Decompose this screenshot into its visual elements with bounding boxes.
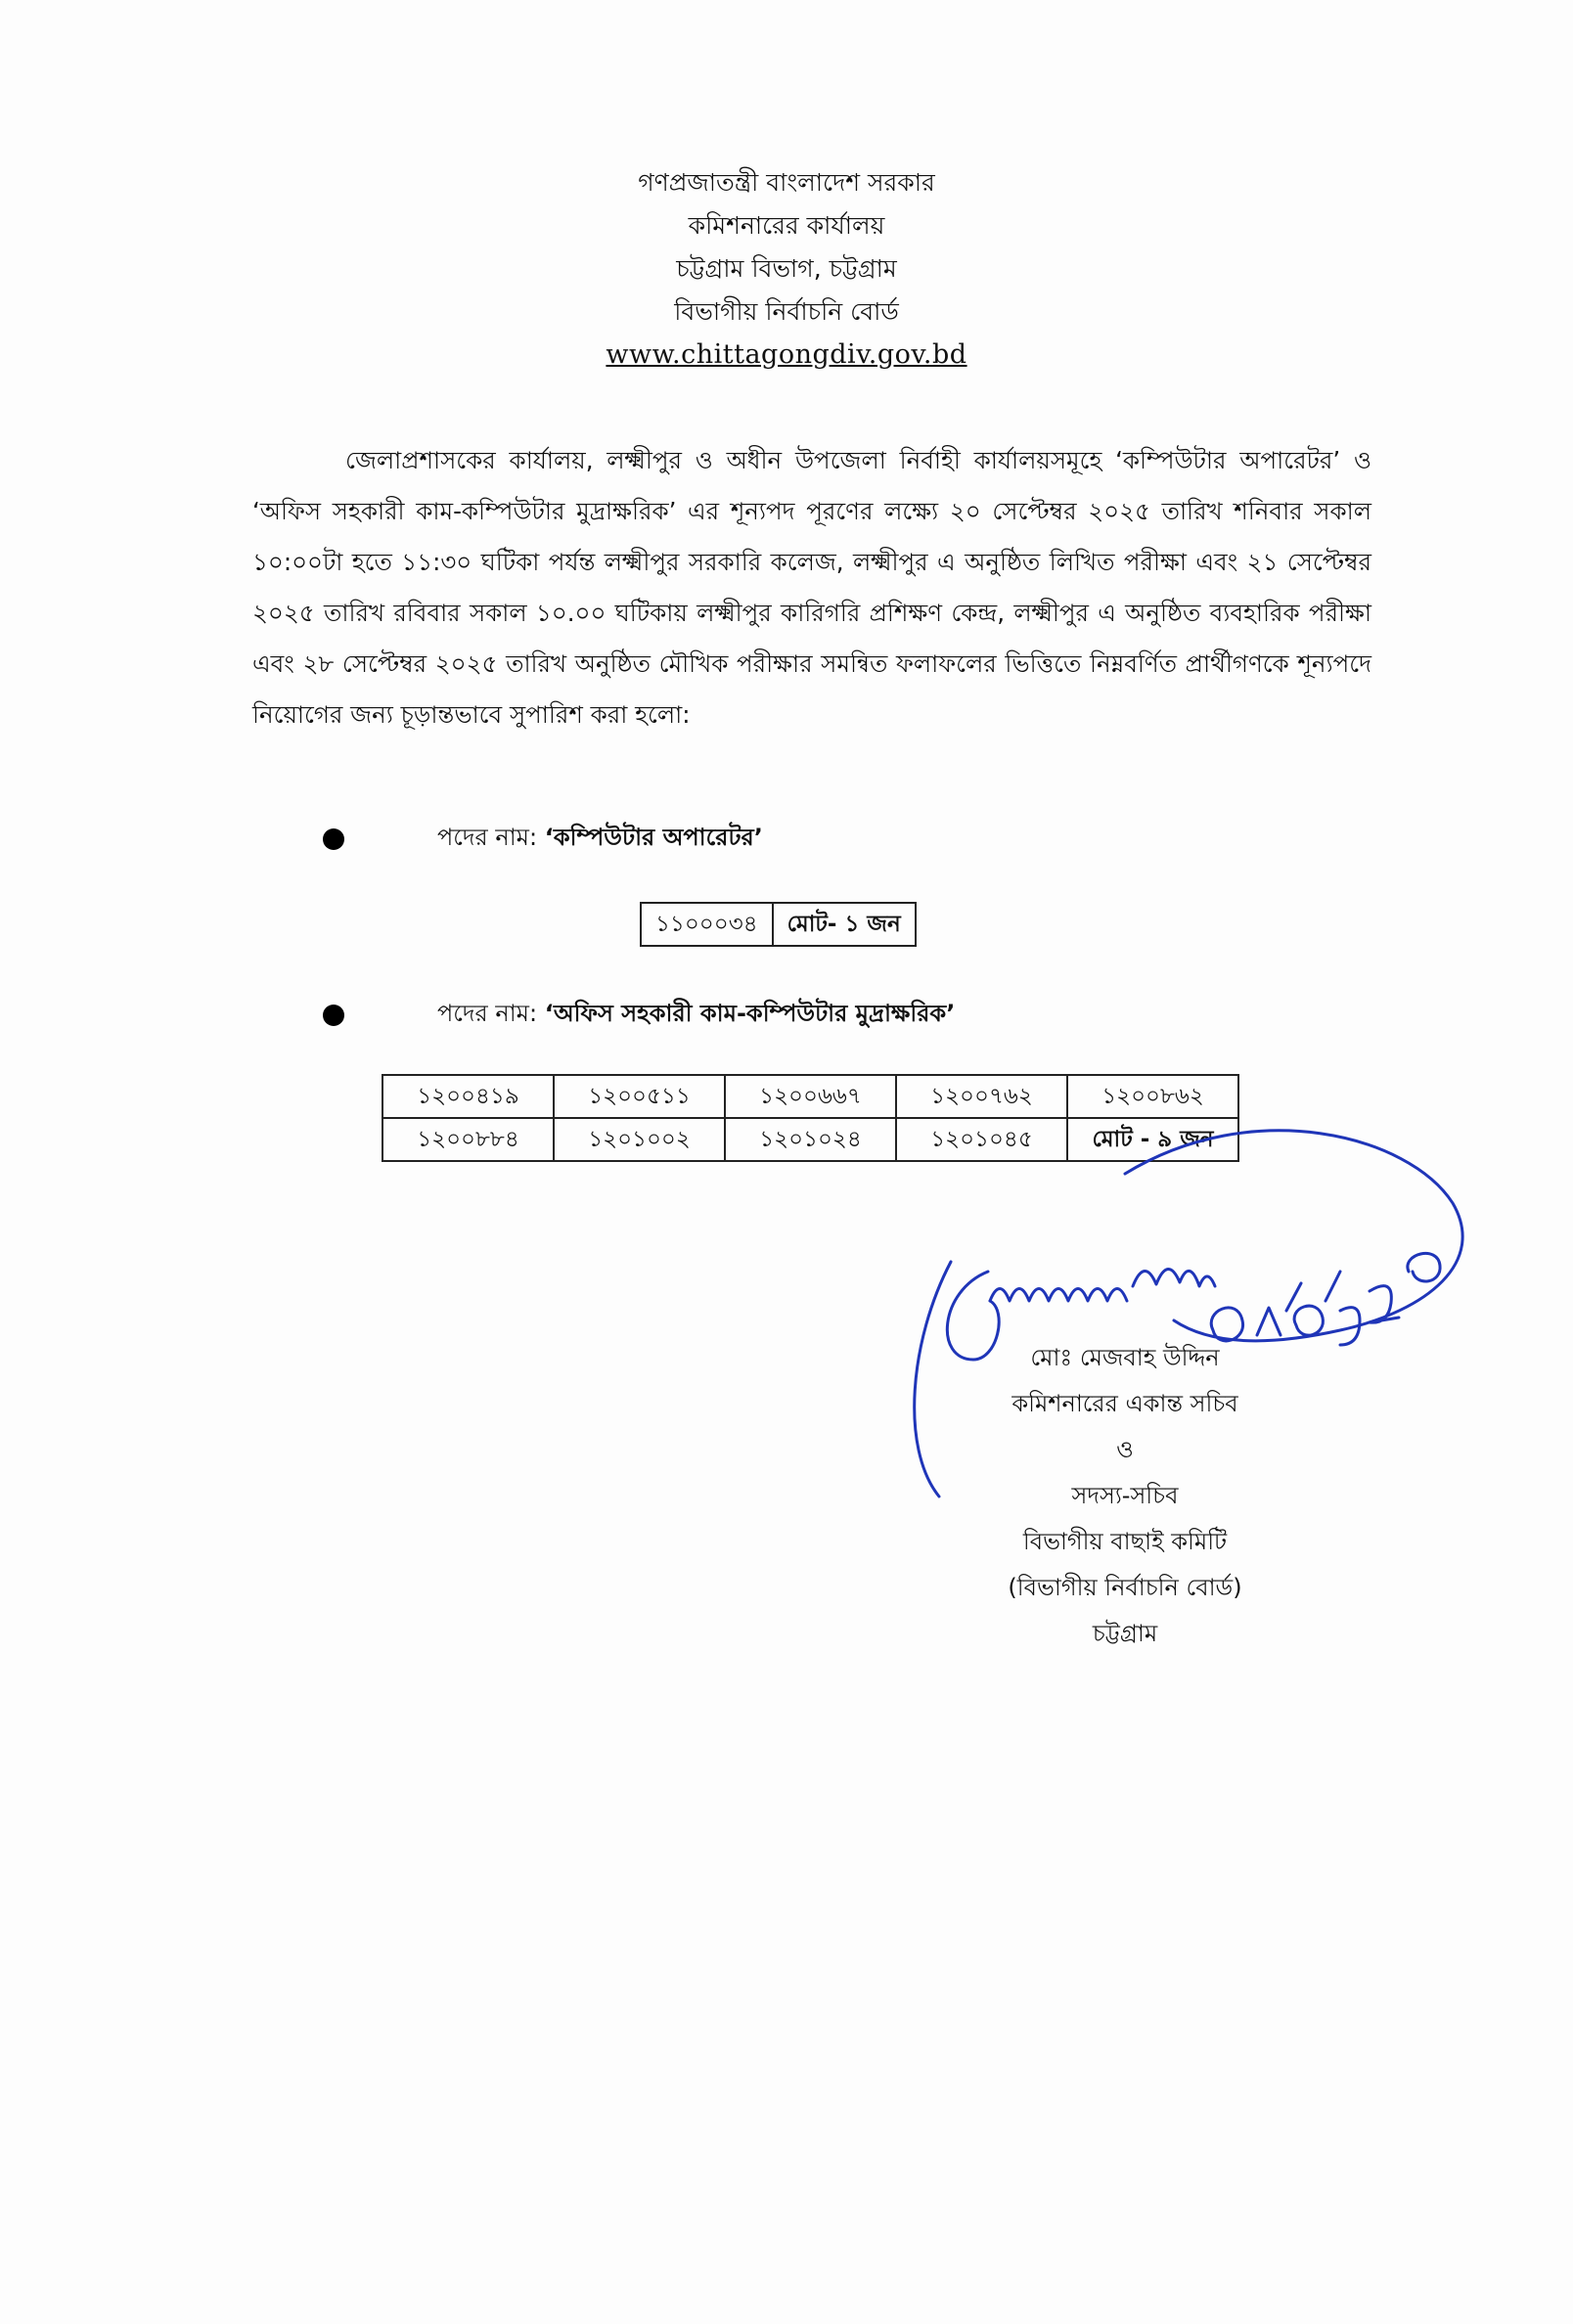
- signatory-block: [880, 1335, 1370, 1657]
- post-name: ‘কম্পিউটার অপারেটর’: [544, 824, 763, 851]
- post-1-table: [640, 902, 917, 947]
- post-label: পদের নাম:: [437, 824, 538, 851]
- roll-cell: ১২০০৪১৯: [382, 1075, 554, 1118]
- government-name: গণপ্রজাতন্ত্রী বাংলাদেশ সরকার: [638, 168, 935, 197]
- roll-cell: ১২০০৭৬২: [896, 1075, 1067, 1118]
- date-stroke: [1370, 1286, 1399, 1323]
- signatory-title: (বিভাগীয় নির্বাচনি বোর্ড): [1008, 1574, 1242, 1601]
- bullet-icon: [323, 828, 344, 850]
- bullet-icon: [323, 1005, 344, 1026]
- post-1-heading: [323, 820, 763, 859]
- date-stroke: [1408, 1253, 1440, 1281]
- total-cell: মোট - ৯ জন: [1067, 1118, 1238, 1161]
- signatory-location: চট্টগ্রাম: [1092, 1620, 1158, 1647]
- notice-paragraph: জেলাপ্রশাসকের কার্যালয়, লক্ষ্মীপুর ও অধীন উপজেলা নির্বাহী কার্যালয়সমূহে ‘কম্পিউটার অপারেটর’ ও ‘অফিস সহকারী কাম-কম্পিউটার মুদ্রাক্ষরিক’ এর শূন্যপদ পূরণের লক্ষ্যে ২০ সেপ্টেম্বর ২০২৫ তারিখ শনিবার সকাল ১০:০০টা হতে ১১:৩০ ঘটিকা পর্যন্ত লক্ষ্মীপুর সরকারি কলেজ, লক্ষ্মীপুর এ অনুষ্ঠিত লিখিত পরীক্ষা এবং ২১ সেপ্টেম্বর ২০২৫ তারিখ রবিবার সকাল ১০.০০ ঘটিকায় লক্ষ্মীপুর কারিগরি প্রশিক্ষণ কেন্দ্র, লক্ষ্মীপুর এ অনুষ্ঠিত ব্যবহারিক পরীক্ষা এবং ২৮ সেপ্টেম্বর ২০২৫ তারিখ অনুষ্ঠিত মৌখিক পরীক্ষার সমন্বিত ফলাফলের ভিত্তিতে নিম্নবর্ণিত প্রার্থীগণকে শূন্যপদে নিয়োগের জন্য চূড়ান্তভাবে সুপারিশ করা হলো:: [252, 446, 1371, 729]
- signatory-title: বিভাগীয় বাছাই কমিটি: [1022, 1528, 1228, 1555]
- roll-cell: ১২০০৫১১: [554, 1075, 725, 1118]
- roll-cell: ১১০০০৩৪: [641, 903, 773, 946]
- division-name: চট্টগ্রাম বিভাগ, চট্টগ্রাম: [676, 254, 897, 283]
- table-row: [641, 903, 916, 946]
- table-row: [382, 1075, 1238, 1118]
- roll-cell: ১২০১০২৪: [725, 1118, 896, 1161]
- roll-cell: ১২০০৮৬২: [1067, 1075, 1238, 1118]
- roll-cell: ১২০০৬৬৭: [725, 1075, 896, 1118]
- signatory-title: কমিশনারের একান্ত সচিব: [1011, 1390, 1238, 1417]
- signatory-title: সদস্য-সচিব: [1071, 1482, 1179, 1509]
- post-2-heading: [323, 996, 955, 1035]
- date-stroke: [1326, 1272, 1340, 1301]
- signatory-name: মোঃ মেজবাহ উদ্দিন: [1030, 1344, 1220, 1371]
- post-label: পদের নাম:: [437, 1000, 538, 1027]
- date-stroke: [1294, 1306, 1323, 1335]
- roll-cell: ১২০০৮৮৪: [382, 1118, 554, 1161]
- roll-cell: ১২০১০৪৫: [896, 1118, 1067, 1161]
- office-name: কমিশনারের কার্যালয়: [688, 211, 885, 240]
- signature-stroke: [1125, 1131, 1462, 1341]
- website-link[interactable]: www.chittagongdiv.gov.bd: [606, 339, 967, 370]
- post-name: ‘অফিস সহকারী কাম-কম্পিউটার মুদ্রাক্ষরিক’: [544, 1000, 956, 1027]
- letterhead: [0, 161, 1573, 377]
- signature-stroke: [990, 1289, 1127, 1302]
- signature-stroke: [1133, 1269, 1215, 1286]
- total-cell: মোট- ১ জন: [773, 903, 916, 946]
- date-stroke: [1286, 1283, 1301, 1311]
- date-stroke: [1257, 1308, 1281, 1335]
- signatory-conjunction: ও: [1116, 1436, 1134, 1463]
- roll-cell: ১২০১০০২: [554, 1118, 725, 1161]
- board-name: বিভাগীয় নির্বাচনি বোর্ড: [674, 297, 899, 326]
